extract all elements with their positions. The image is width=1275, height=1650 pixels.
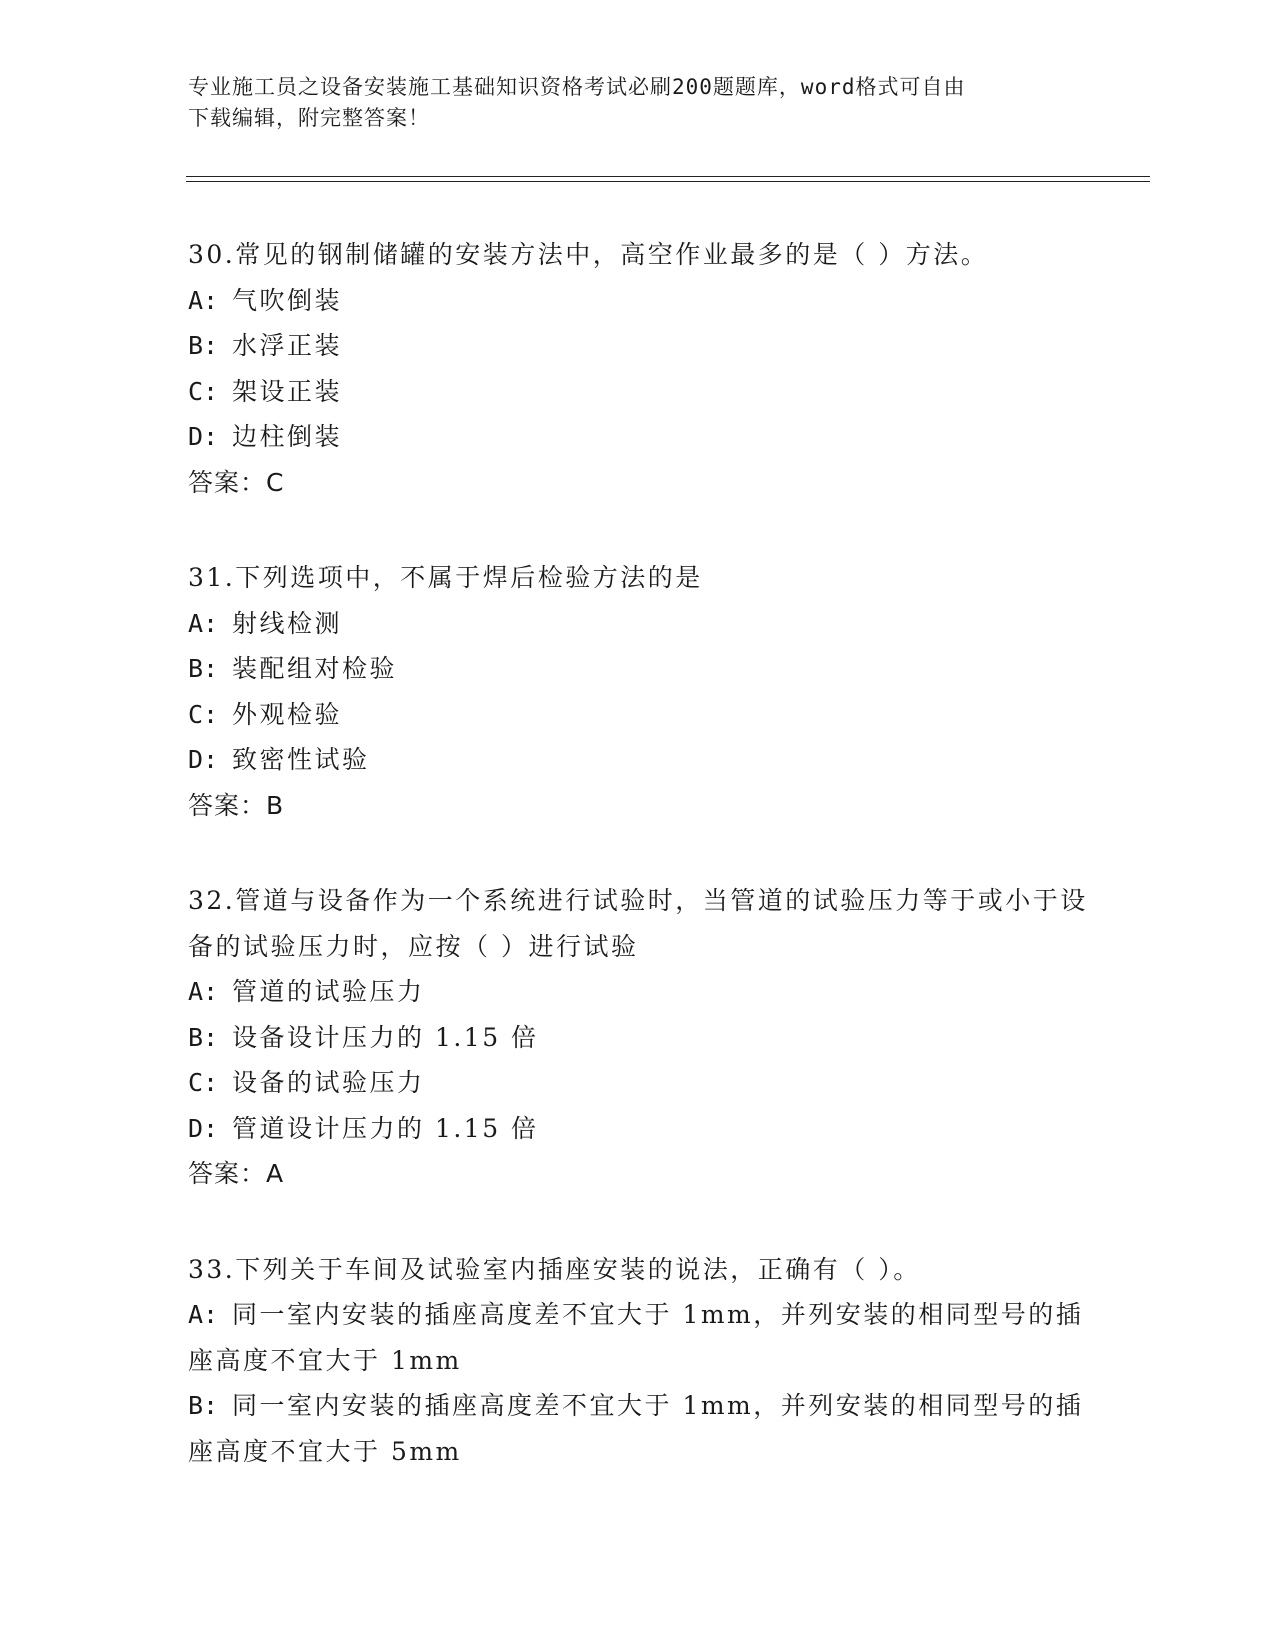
option-text: 边柱倒装: [232, 422, 343, 451]
option-text: 水浮正装: [232, 331, 343, 360]
question-number: 31.: [188, 563, 236, 592]
option-b: [188, 1015, 1088, 1061]
option-text: 架设正装: [232, 376, 343, 406]
option-letter: C:: [188, 699, 219, 729]
option-text: 管道的试验压力: [232, 977, 425, 1006]
option-b: [188, 323, 1088, 369]
option-letter: B:: [188, 1391, 219, 1420]
option-letter: C:: [188, 1068, 219, 1097]
option-letter: A:: [188, 608, 219, 638]
option-c: [188, 369, 1088, 415]
option-d: [188, 1106, 1088, 1152]
option-letter: A:: [188, 285, 219, 315]
option-text: 同一室内安装的插座高度差不宜大于 1mm，并列安装的相同型号的插座高度不宜大于 5mm: [188, 1391, 1084, 1466]
header-line-1: 专业施工员之设备安装施工基础知识资格考试必刷200题题库，word格式可自由: [188, 75, 966, 99]
option-text: 射线检测: [232, 608, 343, 638]
option-d: [188, 737, 1088, 783]
option-text: 设备设计压力的 1.15 倍: [232, 1022, 539, 1052]
header-line-2: 下载编辑，附完整答案！: [188, 106, 430, 130]
document-header: [188, 72, 1088, 134]
option-a: [188, 1292, 1088, 1383]
header-divider-bottom: [186, 181, 1150, 182]
question-31: [188, 555, 1088, 828]
option-letter: A:: [188, 1300, 219, 1329]
question-text: 下列选项中，不属于焊后检验方法的是: [235, 563, 703, 592]
option-letter: B:: [188, 1022, 219, 1052]
question-number: 33.: [188, 1254, 236, 1284]
option-text: 气吹倒装: [232, 285, 343, 315]
option-d: [188, 414, 1088, 460]
option-letter: D:: [188, 745, 219, 774]
question-text: 管道与设备作为一个系统进行试验时，当管道的试验压力等于或小于设备的试验压力时，应按（ ）进行试验: [188, 886, 1088, 961]
question-32: [188, 878, 1088, 1197]
option-letter: D:: [188, 1113, 219, 1143]
question-text: 下列关于车间及试验室内插座安装的说法，正确有（ ）。: [235, 1254, 921, 1284]
option-letter: D:: [188, 422, 219, 451]
option-text: 致密性试验: [232, 745, 370, 774]
option-a: [188, 278, 1088, 324]
question-number: 32.: [188, 886, 236, 915]
question-list: [188, 232, 1088, 1524]
option-c: [188, 1060, 1088, 1106]
option-b: [188, 646, 1088, 692]
question-stem: [188, 555, 1088, 601]
answer-line: 答案：C: [188, 467, 285, 497]
option-b: [188, 1383, 1088, 1474]
option-letter: C:: [188, 376, 219, 406]
option-text: 外观检验: [232, 699, 343, 729]
question-stem: [188, 1247, 1088, 1293]
answer-line: 答案：B: [188, 790, 285, 820]
option-letter: A:: [188, 977, 219, 1006]
question-number: 30.: [188, 240, 236, 269]
option-letter: B:: [188, 654, 219, 683]
option-text: 装配组对检验: [232, 654, 398, 683]
question-33: [188, 1247, 1088, 1475]
header-divider-top: [186, 176, 1150, 177]
question-text: 常见的钢制储罐的安装方法中，高空作业最多的是（ ）方法。: [235, 240, 989, 269]
option-c: [188, 692, 1088, 738]
option-text: 设备的试验压力: [232, 1068, 425, 1097]
question-30: [188, 232, 1088, 505]
option-a: [188, 969, 1088, 1015]
option-text: 管道设计压力的 1.15 倍: [232, 1113, 539, 1143]
question-stem: [188, 878, 1088, 969]
option-a: [188, 601, 1088, 647]
option-text: 同一室内安装的插座高度差不宜大于 1mm，并列安装的相同型号的插座高度不宜大于 1mm: [188, 1300, 1084, 1375]
option-letter: B:: [188, 331, 219, 360]
answer-line: 答案：A: [188, 1159, 285, 1188]
question-stem: [188, 232, 1088, 278]
